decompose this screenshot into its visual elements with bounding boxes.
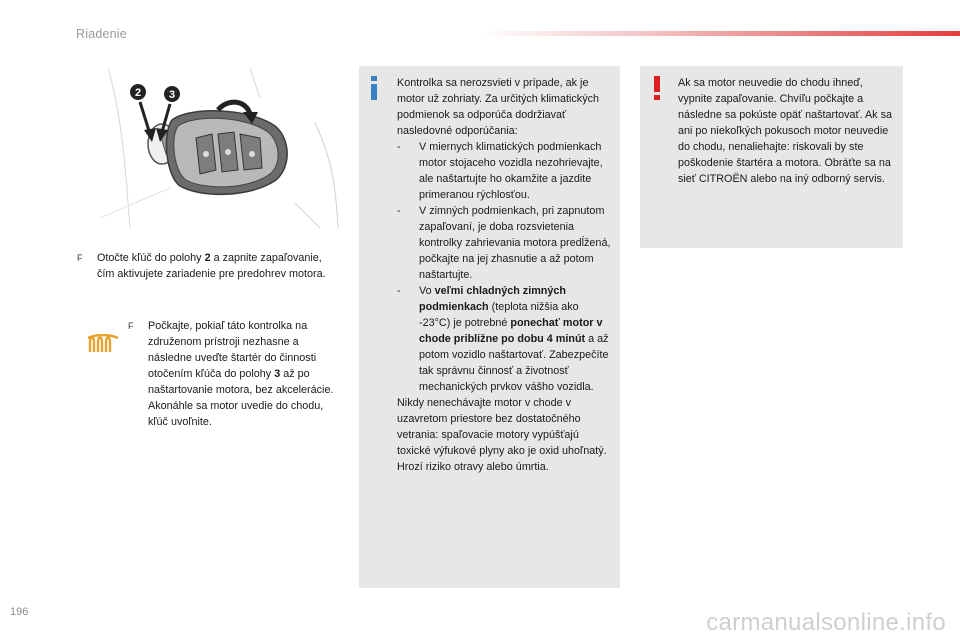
page-number: 196 — [10, 606, 29, 618]
info-text — [397, 75, 611, 475]
warning-panel — [640, 66, 903, 248]
key-ignition-illustration — [100, 68, 340, 228]
chapter-title: Riadenie — [76, 27, 127, 41]
step-wait-indicator — [128, 318, 340, 430]
callout-2: 2 — [134, 87, 142, 99]
info-intro: Kontrolka sa nerozsvieti v prípade, ak je motor už zohriaty. Za určitých klimatických podmienok sa odporúča dodržiavať nasledovné odporúčania: — [397, 77, 599, 137]
step-bullet: F — [128, 321, 134, 331]
preheating-indicator-icon — [86, 334, 120, 354]
step-2-text: Počkajte, pokiaľ táto kontrolka na združenom prístroji nezhasne a následne uveďte štartér do činnosti otočením kľúča do polohy 3 až po naštartovanie motora, bez akcelerácie. Akonáhle sa motor uvedie do chodu, kľúč uvoľnite. — [148, 320, 334, 428]
watermark: carmanualsonline.info — [706, 609, 946, 636]
step-turn-key — [77, 250, 339, 282]
info-icon — [369, 76, 379, 100]
step-bullet: F — [77, 253, 83, 263]
info-outro: Nikdy nenechávajte motor v chode v uzavretom priestore bez dostatočného vetrania: spaľovacie motory vypúšťajú toxické výfukové plyny ako je oxid uhoľnatý. Hrozí riziko otravy alebo úmrtia. — [397, 397, 607, 473]
info-list-item: - V miernych klimatických podmienkach motor stojaceho vozidla nezohrievajte, ale naštartujte ho okamžite a jazdite primeranou rýchlosťou. — [397, 141, 603, 201]
step-1-text: Otočte kľúč do polohy 2 a zapnite zapaľovanie, čím aktivujete zariadenie pre predohrev motora. — [97, 252, 326, 280]
warning-text: Ak sa motor neuvedie do chodu ihneď, vypnite zapaľovanie. Chvíľu počkajte a následne sa pokúste opäť naštartovať. Ak sa ani po niekoľkých pokusoch motor neuvedie do chodu, nenaliehajte: riskovali by ste poškodenie štartéra a motora. Obráťte sa na sieť CITROËN alebo na iný odborný servis. — [678, 77, 892, 185]
callout-3: 3 — [168, 89, 176, 101]
header-accent-line — [480, 31, 960, 36]
info-list-item: - Vo veľmi chladných zimných podmienkach (teplota nižšia ako -23°C) je potrebné ponechať motor v chode približne po dobu 4 minút a až potom vozidlo naštartovať. Zabezpečíte tak správnu činnosť a životnosť mechanických prvkov vášho vozidla. — [397, 285, 609, 393]
info-panel — [359, 66, 620, 588]
info-list-item: - V zimných podmienkach, pri zapnutom zapaľovaní, je doba rozsvietenia kontrolky zahrievania motora predĺžená, počkajte na jej zhasnutie a až potom naštartujte. — [397, 205, 611, 281]
warning-icon — [652, 76, 662, 100]
